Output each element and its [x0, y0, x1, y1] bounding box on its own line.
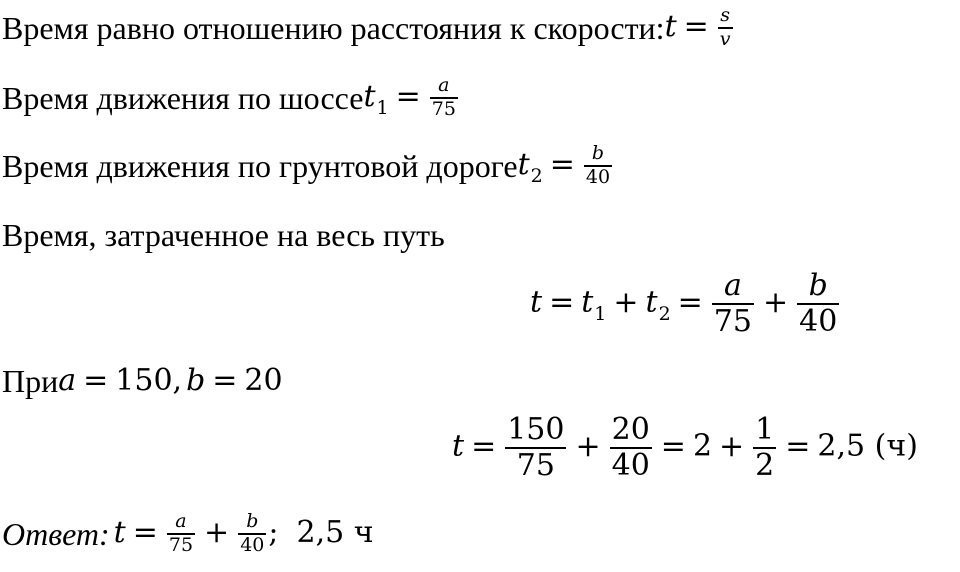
answer-label: Ответ:	[2, 515, 110, 552]
value-two: 2	[692, 428, 713, 464]
fraction-20-over-40	[610, 414, 652, 481]
equals-sign: =	[471, 428, 497, 464]
subscript: 2	[658, 302, 671, 325]
variable-t: t	[363, 78, 376, 114]
formula	[530, 270, 841, 337]
equals-sign: =	[677, 284, 703, 320]
result-value: 2,5 (ч)	[817, 428, 918, 464]
equals-sign: =	[660, 428, 686, 464]
denominator: 40	[585, 165, 611, 188]
numerator: a	[438, 74, 450, 96]
subscript: 1	[376, 96, 389, 119]
variable-t: t	[530, 284, 543, 320]
line-text: Время движения по шоссе	[2, 79, 364, 116]
numerator: 150	[507, 412, 565, 447]
fraction-b-over-40	[238, 512, 266, 556]
plus-sign: +	[719, 428, 745, 464]
variable-t: t	[113, 514, 126, 550]
line-total-time-heading	[2, 219, 445, 251]
formula	[114, 512, 374, 556]
fraction-150-over-75	[505, 414, 566, 481]
formula	[452, 414, 918, 481]
plus-sign: +	[575, 428, 601, 464]
equals-sign: =	[212, 363, 238, 398]
line-text: Время движения по грунтовой дороге	[2, 147, 518, 184]
line-given-values	[2, 365, 283, 397]
equals-sign: =	[785, 428, 811, 464]
variable-t: t	[452, 428, 465, 464]
formula	[363, 76, 459, 120]
equals-sign: =	[395, 78, 421, 114]
fraction-b-over-40	[797, 270, 839, 337]
equals-sign: =	[549, 146, 575, 182]
formula	[665, 6, 735, 50]
value-b: 20	[244, 363, 283, 398]
line-text: Время равно отношению расстояния к скорости:	[2, 9, 665, 46]
denominator: 40	[611, 447, 650, 483]
variable-t2: t	[645, 284, 658, 320]
equals-sign: =	[549, 284, 575, 320]
line-dirt-road-time	[2, 144, 614, 188]
line-answer	[2, 512, 374, 556]
subscript: 2	[530, 164, 543, 187]
denominator: 75	[713, 303, 752, 339]
fraction-a-over-75	[167, 512, 195, 556]
subscript: 1	[594, 302, 607, 325]
denominator: 40	[799, 303, 838, 339]
line-text: Время, затраченное на весь путь	[2, 217, 445, 253]
plus-sign: +	[613, 284, 639, 320]
equals-sign: =	[683, 8, 709, 44]
fraction-a-over-75	[430, 76, 458, 120]
denominator: 75	[431, 97, 456, 120]
denominator: 40	[240, 533, 265, 556]
numerator: s	[720, 4, 731, 26]
line-highway-time	[2, 76, 460, 120]
formula	[58, 363, 283, 398]
numerator: 1	[755, 412, 775, 447]
fraction-s-over-v	[718, 6, 733, 50]
numerator: a	[723, 268, 742, 303]
separator: ;	[268, 514, 279, 550]
numerator: b	[808, 268, 828, 303]
numerator: a	[175, 510, 187, 532]
plus-sign: +	[762, 284, 789, 320]
fraction-a-over-75	[712, 270, 754, 337]
equals-sign: =	[132, 514, 158, 550]
numerator: b	[591, 142, 605, 164]
variable-t: t	[517, 146, 530, 182]
equals-sign: =	[83, 363, 109, 398]
variable-a: a	[58, 363, 77, 398]
answer-value: 2,5 ч	[296, 514, 374, 550]
plus-sign: +	[204, 514, 230, 550]
denominator: 75	[516, 447, 555, 483]
variable-t1: t	[581, 284, 594, 320]
numerator: 20	[611, 412, 650, 447]
numerator: b	[246, 510, 259, 532]
line-total-time-formula	[530, 270, 841, 337]
line-calculation	[452, 414, 918, 481]
fraction-b-over-40	[584, 144, 612, 188]
line-text: При	[2, 363, 59, 399]
denominator: 75	[168, 533, 194, 556]
value-a: 150,	[115, 363, 183, 398]
variable-t: t	[664, 8, 677, 44]
line-time-formula	[2, 6, 735, 50]
fraction-1-over-2	[753, 414, 776, 481]
denominator: 2	[755, 447, 775, 483]
formula	[518, 144, 614, 188]
denominator: v	[719, 27, 731, 50]
variable-b: b	[186, 363, 206, 398]
